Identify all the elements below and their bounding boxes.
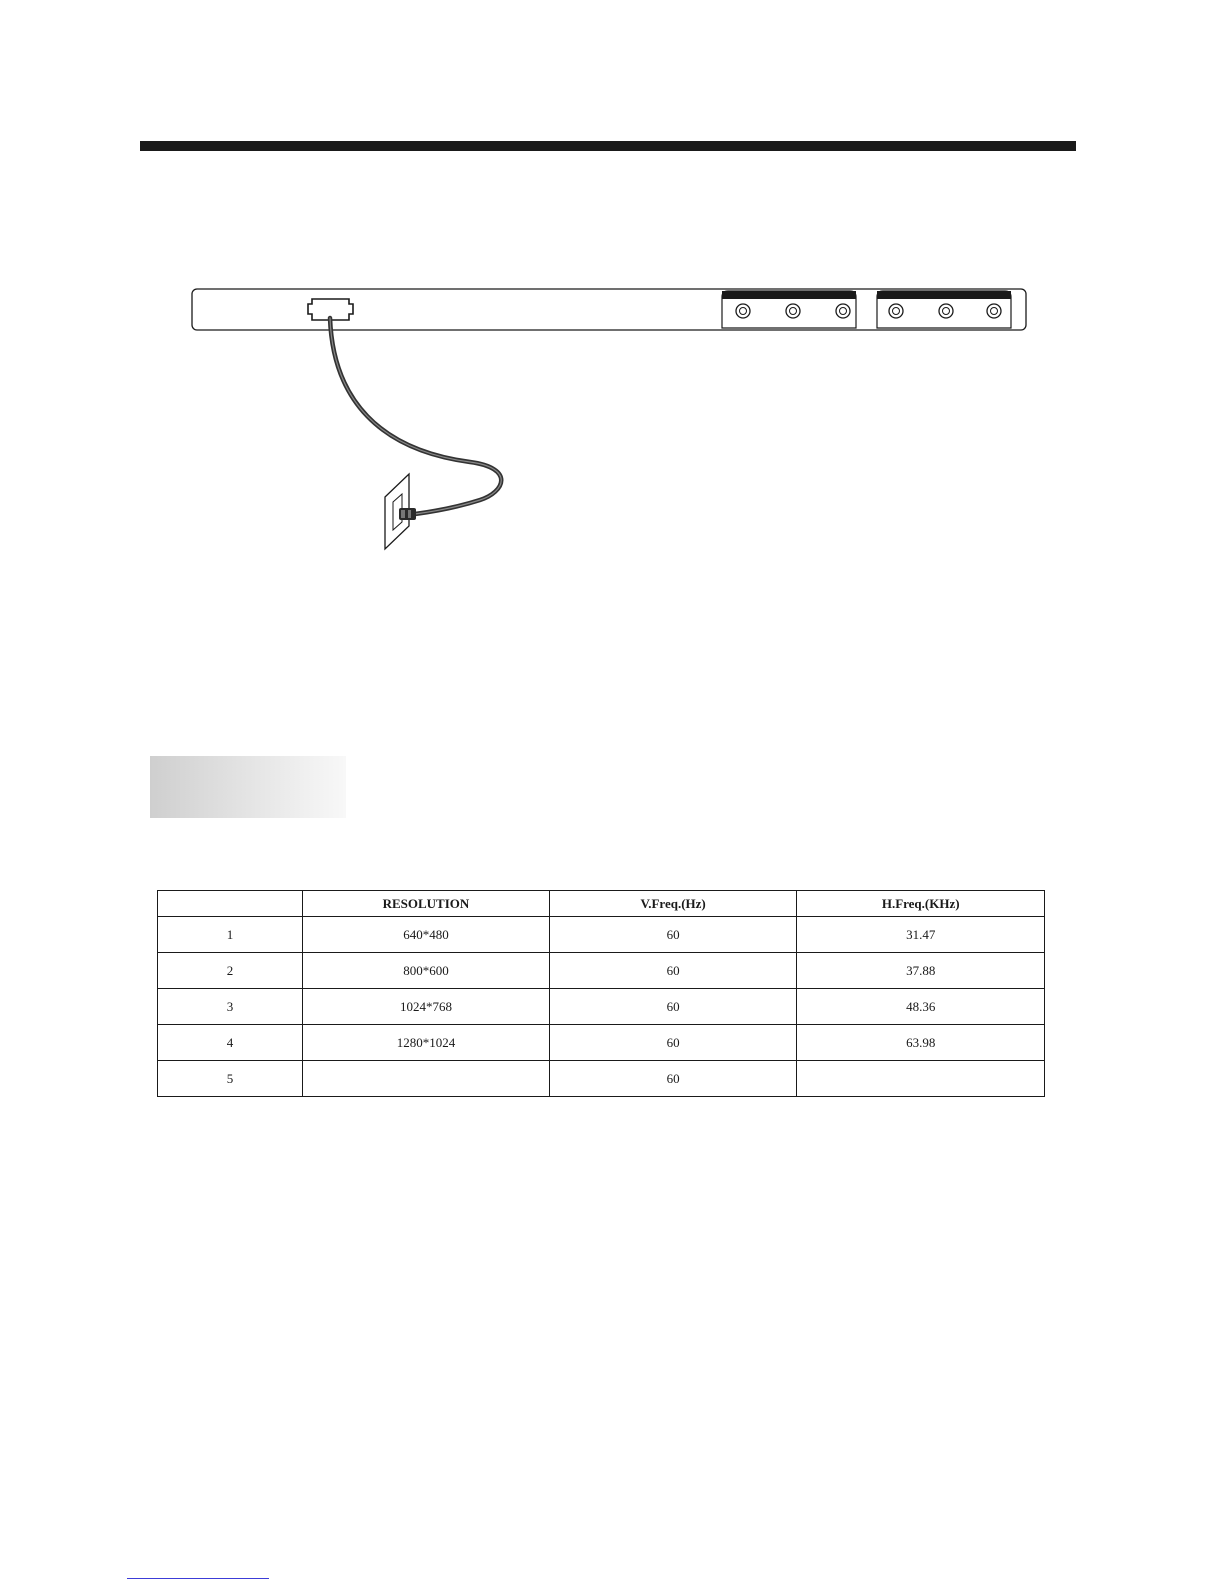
row-vfreq: 60 <box>549 1025 797 1061</box>
row-hfreq: 63.98 <box>797 1025 1045 1061</box>
rca-jack-icon <box>736 304 750 318</box>
row-resolution <box>303 1061 550 1097</box>
table-row <box>158 1061 1045 1097</box>
section-banner <box>150 756 346 818</box>
header-vfreq: V.Freq.(Hz) <box>549 891 797 917</box>
header-index <box>158 891 303 917</box>
row-index: 3 <box>158 989 303 1025</box>
row-resolution: 800*600 <box>303 953 550 989</box>
row-hfreq: 48.36 <box>797 989 1045 1025</box>
row-index: 1 <box>158 917 303 953</box>
row-resolution: 1280*1024 <box>303 1025 550 1061</box>
jack-group-right <box>877 291 1011 328</box>
power-cable <box>330 318 501 514</box>
power-connection-diagram <box>0 0 1225 600</box>
row-vfreq: 60 <box>549 1061 797 1097</box>
table-row <box>158 1025 1045 1061</box>
footer-link-underline <box>127 1578 269 1579</box>
rca-jack-icon <box>786 304 800 318</box>
row-index: 4 <box>158 1025 303 1061</box>
row-index: 2 <box>158 953 303 989</box>
header-hfreq: H.Freq.(KHz) <box>797 891 1045 917</box>
header-resolution: RESOLUTION <box>303 891 550 917</box>
row-resolution: 1024*768 <box>303 989 550 1025</box>
rca-jack-icon <box>836 304 850 318</box>
rca-jack-icon <box>987 304 1001 318</box>
table-header-row <box>158 891 1045 917</box>
table-row <box>158 917 1045 953</box>
jack-group-left <box>722 291 856 328</box>
row-vfreq: 60 <box>549 917 797 953</box>
row-resolution: 640*480 <box>303 917 550 953</box>
row-hfreq: 31.47 <box>797 917 1045 953</box>
rca-jack-icon <box>889 304 903 318</box>
table-row <box>158 953 1045 989</box>
plug-icon <box>399 508 416 520</box>
row-vfreq: 60 <box>549 989 797 1025</box>
table-row <box>158 989 1045 1025</box>
row-index: 5 <box>158 1061 303 1097</box>
row-vfreq: 60 <box>549 953 797 989</box>
row-hfreq <box>797 1061 1045 1097</box>
timing-table <box>157 890 1045 1097</box>
row-hfreq: 37.88 <box>797 953 1045 989</box>
rca-jack-icon <box>939 304 953 318</box>
